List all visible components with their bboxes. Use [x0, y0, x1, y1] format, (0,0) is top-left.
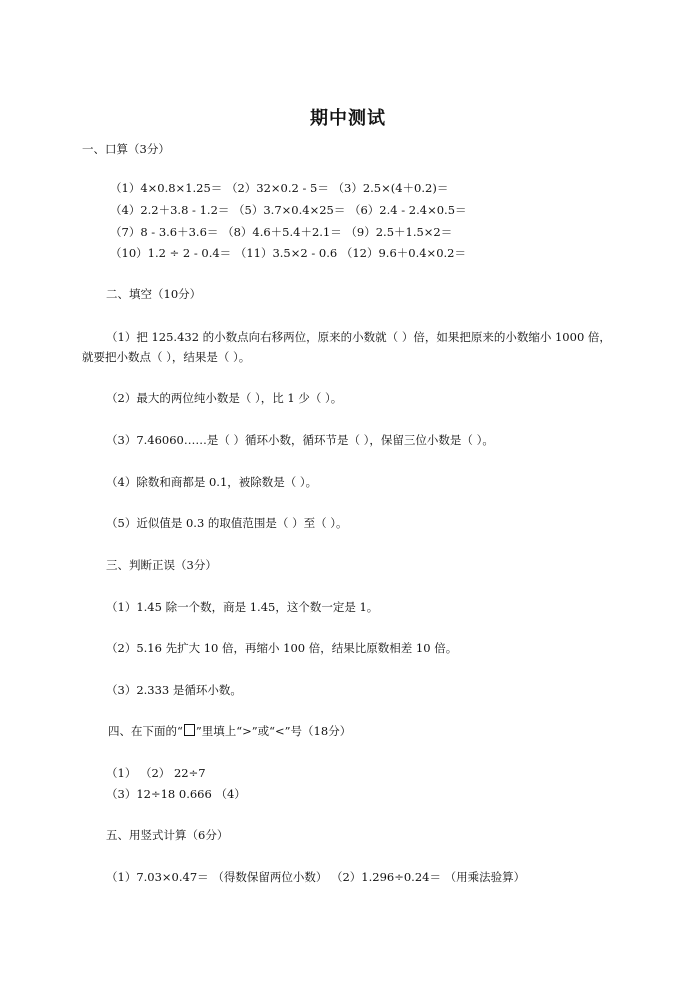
section-4-heading-post: ”里填上“>”或“<”号（18分） [195, 724, 352, 738]
oral-calc-row-2: （4）2.2＋3.8 - 1.2＝ （5）3.7×0.4×25＝ （6）2.4 - 2.4×0.5＝ [110, 203, 467, 217]
fill-q2: （2）最大的两位纯小数是（ ），比 1 少（ ）。 [106, 391, 343, 405]
page-title: 期中测试 [310, 108, 386, 129]
judge-q2: （2）5.16 先扩大 10 倍，再缩小 100 倍，结果比原数相差 10 倍。 [106, 641, 458, 655]
fill-q4: （4）除数和商都是 0.1，被除数是（ ）。 [106, 475, 318, 489]
judge-q3: （3）2.333 是循环小数。 [106, 683, 242, 697]
fill-q1-line1: （1）把 125.432 的小数点向右移两位，原来的小数就（ ）倍，如果把原来的小数缩小 1000 倍， [106, 330, 611, 344]
vertical-calc-row-1: （1）7.03×0.47＝ （得数保留两位小数） （2）1.296÷0.24＝ （用乘法验算） [106, 870, 526, 884]
fill-q1-line2: 就要把小数点（ ），结果是（ ）。 [82, 350, 251, 364]
section-5-heading: 五、用竖式计算（6分） [106, 828, 229, 842]
compare-row-2: （3）12÷18 0.666 （4） [106, 787, 246, 801]
blank-box-icon [184, 724, 195, 736]
fill-q5: （5）近似值是 0.3 的取值范围是（ ）至（ ）。 [106, 516, 348, 530]
section-4-heading-pre: 四、在下面的“ [108, 724, 183, 738]
compare-row-1: （1） （2） 22÷7 [106, 766, 206, 780]
oral-calc-row-3: （7）8 - 3.6＋3.6＝ （8）4.6＋5.4＋2.1＝ （9）2.5＋1.5×2＝ [110, 225, 453, 239]
section-2-heading: 二、填空（10分） [106, 287, 202, 301]
oral-calc-row-4: （10）1.2 ÷ 2 - 0.4＝ （11）3.5×2 - 0.6 （12）9.6＋0.4×0.2＝ [110, 246, 466, 260]
judge-q1: （1）1.45 除一个数，商是 1.45，这个数一定是 1。 [106, 600, 379, 614]
fill-q3: （3）7.46060……是（ ）循环小数，循环节是（ ），保留三位小数是（ ）。 [106, 433, 494, 447]
section-4-heading [108, 723, 351, 739]
section-1-heading: 一、口算（3分） [82, 142, 170, 156]
oral-calc-row-1: （1）4×0.8×1.25＝ （2）32×0.2 - 5＝ （3）2.5×(4＋0.2)＝ [110, 181, 449, 195]
section-3-heading: 三、判断正误（3分） [106, 558, 217, 572]
